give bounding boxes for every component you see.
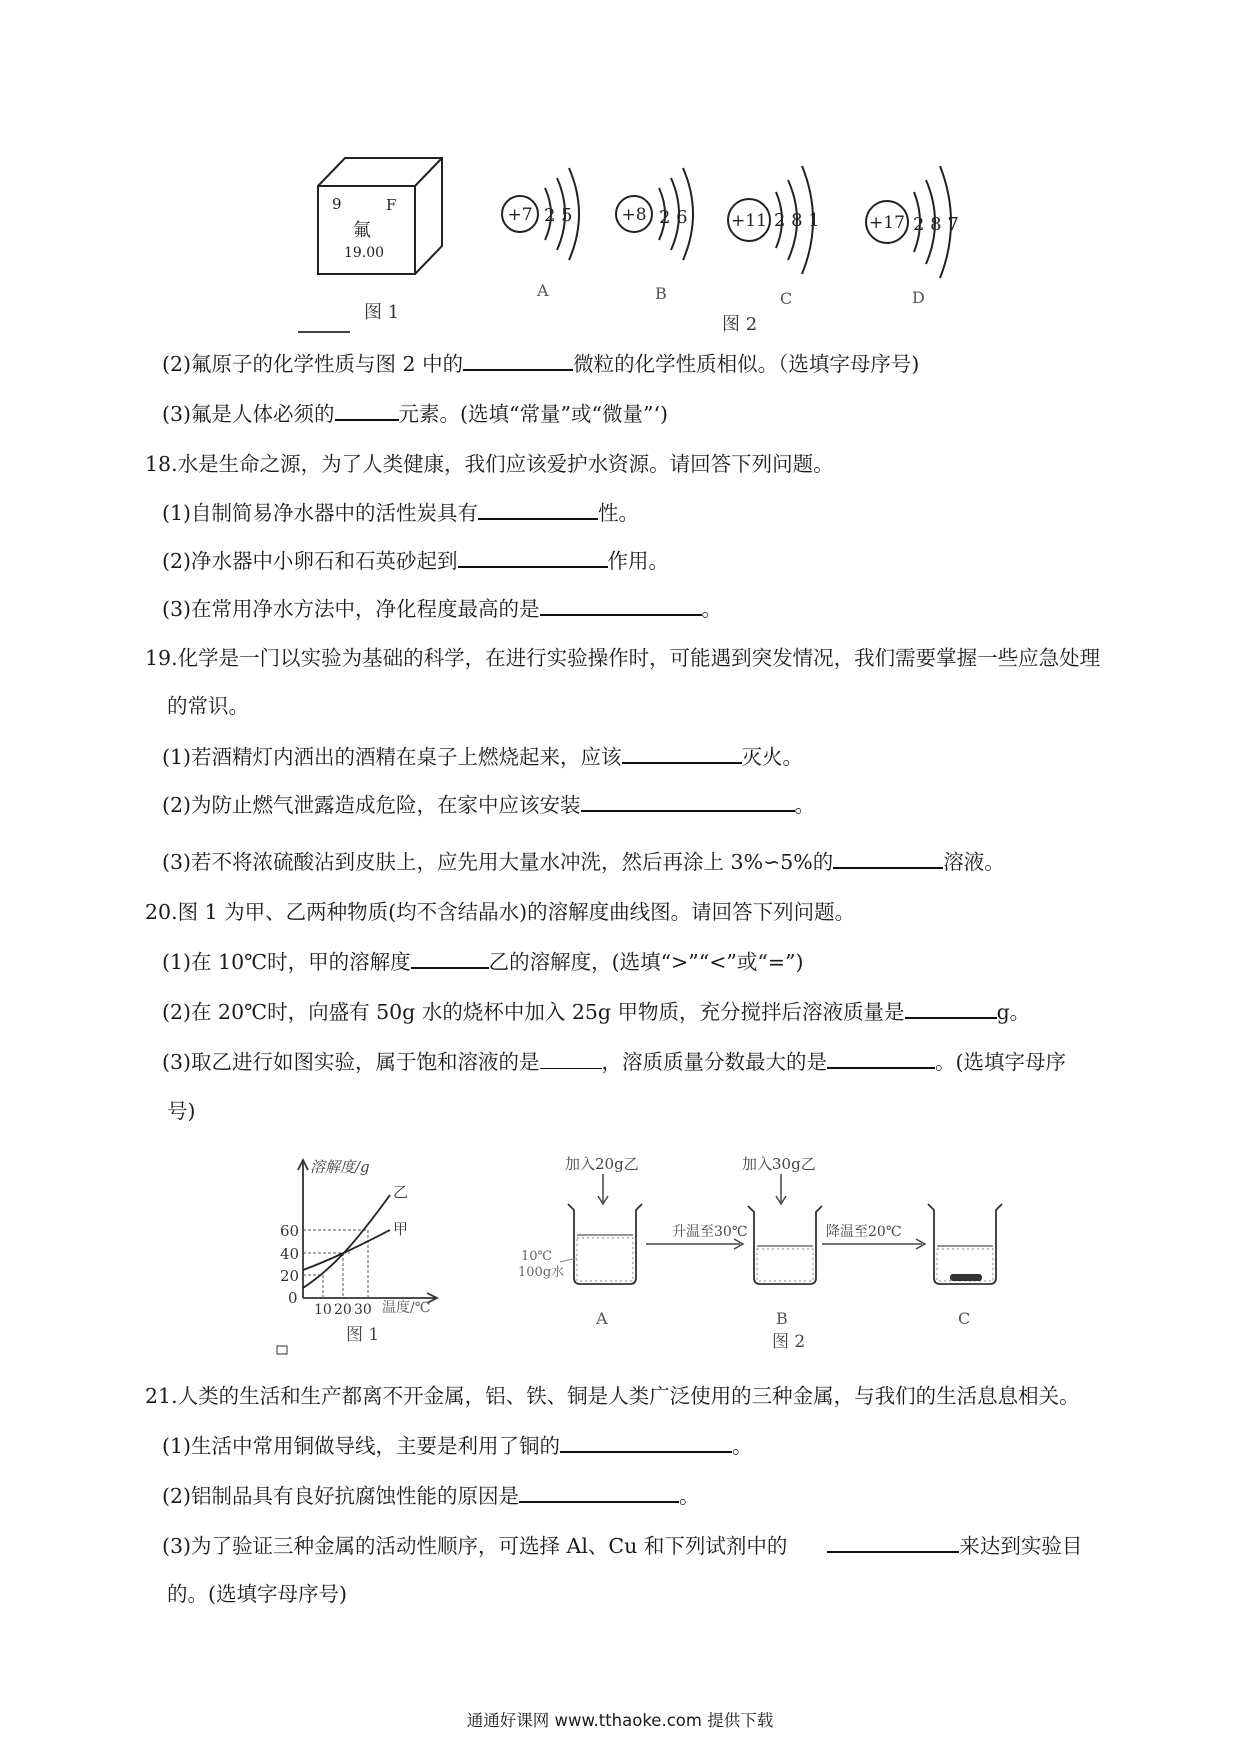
atom-b-shells: 2 6: [659, 207, 688, 228]
element-name: 氟: [353, 220, 371, 241]
y-tick-0: 0: [288, 1289, 298, 1307]
atom-b-nucleus: +8: [621, 205, 647, 225]
atom-diagram-a: [502, 168, 579, 300]
q17-part2: (2)氟原子的化学性质与图 2 中的 微粒的化学性质相似。（选填字母序号): [162, 349, 919, 378]
q19-part1: (1)若酒精灯内洒出的酒精在桌子上燃烧起来，应该 灭火。: [162, 742, 803, 771]
q19-p3-blank[interactable]: [833, 847, 943, 869]
element-number: 9: [332, 195, 342, 213]
solubility-caption: 图 1: [346, 1325, 380, 1345]
series-label-jia: 甲: [393, 1220, 409, 1238]
q21-part3: (3)为了验证三种金属的活动性顺序，可选择 Al、Cu 和下列试剂中的 来达到实验目: [162, 1531, 1082, 1560]
atom-c-label: C: [780, 289, 793, 308]
add-label-b: 加入30g乙: [742, 1155, 816, 1173]
q18-p2-blank[interactable]: [458, 546, 608, 568]
q19-stem-line2: 的常识。: [167, 694, 249, 718]
beaker-a-liquid: [577, 1238, 633, 1281]
q20-stem: 20.图 1 为甲、乙两种物质(均不含结晶水)的溶解度曲线图。请回答下列问题。: [145, 900, 856, 924]
beaker-b-liquid: [757, 1249, 813, 1281]
atom-b-label: B: [655, 284, 667, 303]
atom-diagram-b: [616, 168, 693, 303]
x-tick-20: 20: [334, 1302, 352, 1318]
q21-p2-blank[interactable]: [519, 1481, 679, 1503]
q19-part3: (3)若不将浓硫酸沾到皮肤上，应先用大量水冲洗，然后再涂上 3%∽5%的 溶液。: [162, 847, 1005, 876]
atom-a-label: A: [537, 281, 549, 300]
x-tick-30: 30: [354, 1302, 372, 1318]
element-mass: 19.00: [344, 245, 385, 261]
atom-diagram-c: [728, 166, 820, 308]
q20-part1: (1)在 10℃时，甲的溶解度 乙的溶解度，(选填“>”“<”或“=”): [162, 947, 804, 976]
q21-p1-blank[interactable]: [560, 1431, 732, 1453]
element-symbol: F: [386, 196, 397, 214]
q21-stem: 21.人类的生活和生产都离不开金属，铝、铁、铜是人类广泛使用的三种金属，与我们的生活息息相关。: [145, 1384, 1080, 1408]
series-label-yi: 乙: [393, 1183, 409, 1201]
q18-part1: (1)自制简易净水器中的活性炭具有 性。: [162, 498, 639, 527]
q20-p3-blank-max-fraction[interactable]: [827, 1047, 935, 1069]
top-fig2-caption: 图 2: [722, 314, 758, 335]
q19-p1-blank[interactable]: [622, 742, 742, 764]
q18-part2: (2)净水器中小卵石和石英砂起到 作用。: [162, 546, 669, 575]
q19-part2: (2)为防止燃气泄露造成危险，在家中应该安装 。: [162, 790, 815, 819]
atom-d-label: D: [912, 288, 925, 307]
solubility-and-beaker-figure: [0, 1150, 1240, 1360]
q19-stem-line1: 19.化学是一门以实验为基础的科学，在进行实验操作时，可能遇到突发情况，我们需要掌握一些应急处理: [145, 646, 1101, 670]
q20-part2: (2)在 20℃时，向盛有 50g 水的烧杯中加入 25g 甲物质，充分搅拌后溶液质量是 g。: [162, 997, 1030, 1026]
q17-part3: (3)氟是人体必须的 元素。(选填“常量”或“微量”‘): [162, 399, 668, 428]
q20-p2-blank[interactable]: [905, 997, 997, 1019]
atom-a-nucleus: +7: [507, 205, 533, 225]
beaker-label-a: A: [596, 1309, 608, 1328]
atom-c-nucleus: +11: [731, 211, 767, 231]
element-and-atom-figure: [0, 0, 1240, 340]
beaker-a-water: 100g水: [518, 1265, 565, 1280]
q21-part3-continued: 的。(选填字母序号): [167, 1582, 347, 1606]
atom-a-shells: 2 5: [544, 205, 573, 226]
q18-stem: 18.水是生命之源，为了人类健康，我们应该爱护水资源。请回答下列问题。: [145, 452, 834, 476]
beaker-a-temp: 10℃: [521, 1249, 553, 1264]
page-footer: 通通好课网 www.tthaoke.com 提供下载: [466, 1711, 774, 1730]
q19-p2-blank[interactable]: [581, 790, 795, 812]
q21-p3-blank[interactable]: [827, 1531, 959, 1553]
q20-p3-blank-saturated[interactable]: [540, 1048, 602, 1069]
beaker-label-b: B: [776, 1309, 788, 1328]
y-tick-60: 60: [280, 1222, 300, 1240]
q21-part2: (2)铝制品具有良好抗腐蚀性能的原因是 。: [162, 1481, 700, 1510]
atom-d-nucleus: +17: [869, 213, 905, 233]
solubility-y-label: 溶解度/g: [310, 1158, 370, 1176]
step-label-heat: 升温至30℃: [672, 1224, 748, 1240]
q20-p1-blank[interactable]: [411, 947, 489, 969]
beaker-a: [568, 1204, 642, 1284]
q18-p3-blank[interactable]: [540, 594, 702, 616]
q20-part3-continued: 号): [167, 1099, 196, 1123]
top-fig1-caption: 图 1: [364, 302, 400, 323]
atom-c-shells: 2 8 1: [774, 210, 820, 231]
add-label-a: 加入20g乙: [565, 1155, 639, 1173]
beaker-b: [748, 1206, 822, 1284]
step-label-cool: 降温至20℃: [826, 1224, 902, 1240]
y-tick-20: 20: [280, 1267, 300, 1285]
curve-yi: [303, 1195, 390, 1288]
atom-d-shells: 2 8 7: [913, 214, 959, 235]
atom-diagram-d: [866, 166, 959, 307]
solubility-guides: [303, 1230, 368, 1298]
q17-p3-blank[interactable]: [335, 399, 399, 421]
beaker-c-precipitate: [950, 1274, 982, 1281]
q18-p1-blank[interactable]: [478, 498, 598, 520]
q21-part1: (1)生活中常用铜做导线，主要是利用了铜的 。: [162, 1431, 753, 1460]
small-square-mark: [277, 1346, 287, 1354]
x-tick-10: 10: [314, 1302, 332, 1318]
q18-part3: (3)在常用净水方法中，净化程度最高的是 。: [162, 594, 722, 623]
solubility-x-label: 温度/℃: [382, 1300, 431, 1316]
beaker-label-c: C: [958, 1309, 971, 1328]
q17-p2-blank[interactable]: [463, 349, 573, 371]
q20-part3: (3)取乙进行如图实验，属于饱和溶液的是 ，溶质质量分数最大的是 。(选填字母序: [162, 1047, 1066, 1076]
beaker-caption: 图 2: [772, 1332, 806, 1352]
y-tick-40: 40: [280, 1245, 300, 1263]
beaker-c: [928, 1204, 1002, 1284]
